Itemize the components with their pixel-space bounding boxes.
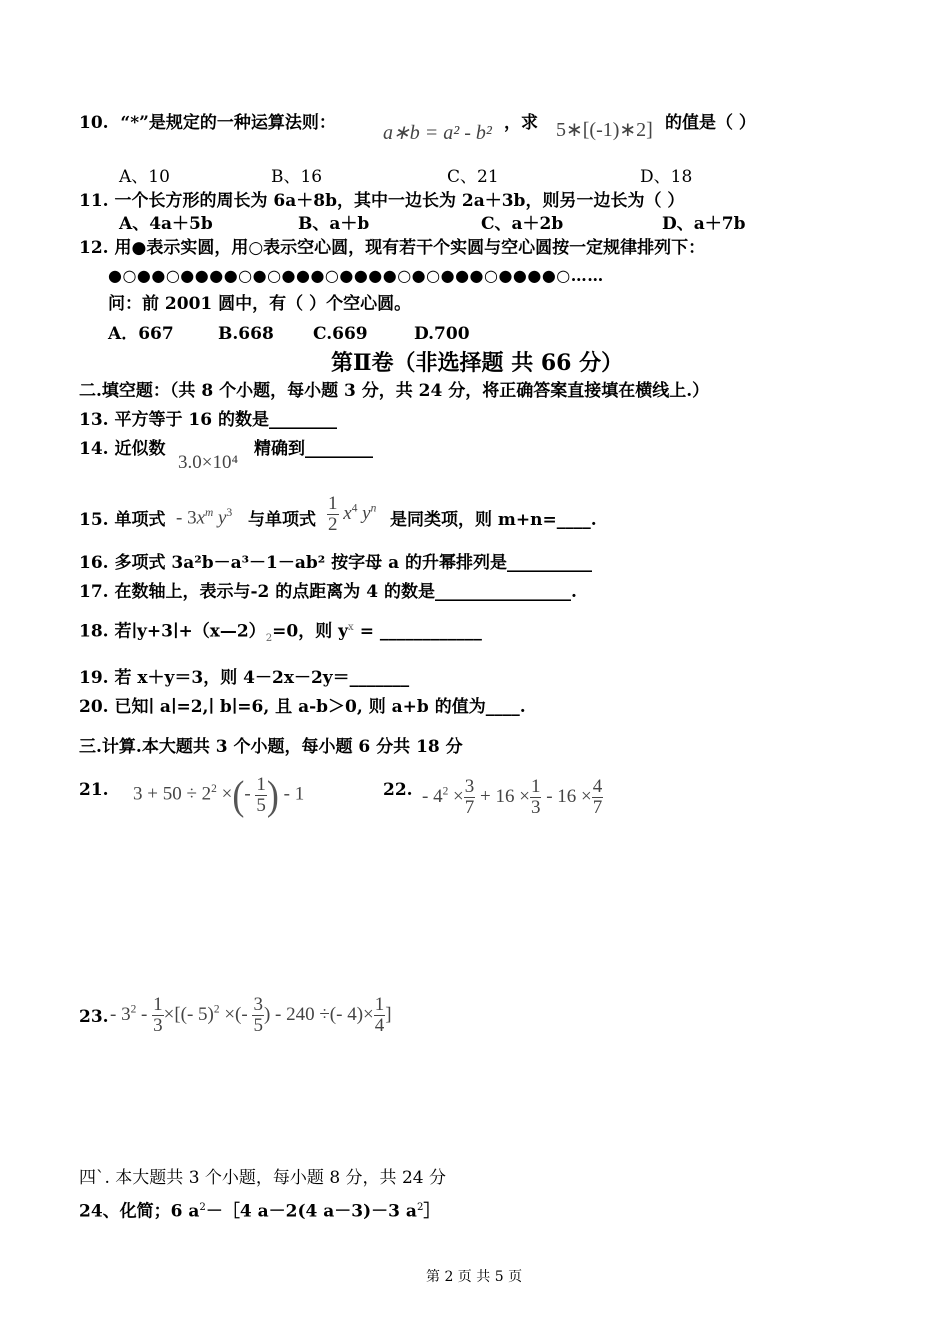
- q10-number: 10.: [79, 113, 109, 133]
- q10-line: [79, 112, 336, 134]
- q24-text-c: －［4 a－2(4 a－3)－3 a: [205, 1201, 417, 1222]
- q24-exponent-1: 2: [199, 1202, 206, 1213]
- q11-option-a: A、4a＋5b: [119, 214, 213, 234]
- q18-exponent-2: 2: [265, 633, 273, 645]
- section2-title: 第Ⅱ卷（非选择题 共 66 分）: [331, 350, 624, 376]
- q21-expression: $3 + 50 \div 2^2$ ×(- $\frac{1}{5}$ ) - 1: [133, 772, 305, 818]
- q22-number: 22.: [383, 780, 413, 800]
- q18-text-e: = ____________: [353, 621, 482, 642]
- q10-text-c: 的值是（ ）: [665, 113, 756, 133]
- q24-exponent-2: 2: [416, 1202, 424, 1213]
- q18-line: [79, 617, 482, 650]
- q10-text-b: ，求: [504, 113, 538, 133]
- q11-text: 11. 一个长方形的周长为 6a＋8b，其中一边长为 2a＋3b，则另一边长为（ ）: [79, 191, 685, 211]
- q10-option-b: B、16: [271, 167, 323, 187]
- q10-option-c: C、21: [447, 167, 499, 187]
- q22-expression: - $4^2$ × $\frac{3}{7}$ + 16 × $\frac{1}{3}$ - 16 × $\frac{4}{7}$: [422, 776, 603, 818]
- q15-text-c: 是同类项，则 m+n=____.: [390, 510, 597, 530]
- q14-text-a: 14. 近似数: [79, 439, 166, 459]
- q11-option-c: C、a＋2b: [481, 214, 564, 234]
- q15-monomial-1: - $3x^m$ $y^3$: [176, 507, 233, 529]
- q20-line: 20. 已知∣ a∣=2,∣ b∣=6, 且 a-b＞0, 则 a+b 的值为____.: [79, 697, 526, 717]
- q10-option-d: D、18: [640, 167, 693, 187]
- q13-line: 13. 平方等于 16 的数是________: [79, 410, 337, 430]
- q10-formula: a∗b = a² - b²: [383, 122, 492, 144]
- q18-text-c: =0，则 y: [272, 621, 349, 642]
- q15-monomial-2: $\frac{1}{2}$ $x^4$ $y^n$: [328, 493, 377, 535]
- section2-intro: 二.填空题：（共 8 个小题，每小题 3 分，共 24 分，将正确答案直接填在横线上.）: [79, 381, 710, 401]
- q21-number: 21.: [79, 780, 109, 800]
- q11-option-d: D、a＋7b: [662, 214, 746, 234]
- q10-option-a: A、10: [119, 167, 170, 187]
- q17-line: 17. 在数轴上，表示与-2 的点距离为 4 的数是________________.: [79, 582, 577, 602]
- page-footer: 第 2 页 共 5 页: [426, 1269, 523, 1285]
- q12-question: 问：前 2001 圆中，有（ ）个空心圆。: [108, 294, 412, 314]
- q10-text-a: “*”是规定的一种运算法则：: [120, 113, 336, 133]
- q24-text-e: ］: [423, 1201, 441, 1222]
- q11-option-b: B、a＋b: [298, 214, 370, 234]
- q12-option-a: A．667: [108, 324, 174, 344]
- q16-line: 16. 多项式 3a²b－a³－1－ab² 按字母 a 的升幂排列是__________: [79, 553, 592, 573]
- q10-expr: 5∗[(-1)∗2]: [556, 119, 653, 141]
- q23-number: 23.: [79, 1007, 109, 1027]
- q23-expression: - $3^2$ - $\frac{1}{3}$ ×[(- 5)$^2$ ×(- $\frac{3}{5}$ ) - 240 ÷(- 4)× $\frac{1}{4}$ ]: [110, 994, 392, 1036]
- q12-option-d: D.700: [414, 324, 470, 344]
- q24-text-a: 24、化简；6 a: [79, 1201, 200, 1222]
- q15-text-a: 15. 单项式: [79, 510, 166, 530]
- section4-title: 四`. 本大题共 3 个小题，每小题 8 分，共 24 分: [79, 1168, 446, 1188]
- section3-title: 三.计算.本大题共 3 个小题，每小题 6 分共 18 分: [79, 737, 463, 757]
- q18-text-a: 18. 若∣y+3∣+（x—2）: [79, 621, 266, 642]
- q12-option-c: C.669: [313, 324, 368, 344]
- q14-text-b: 精确到________: [254, 439, 373, 459]
- q18-exponent-x: x: [348, 622, 354, 633]
- q15-text-b: 与单项式: [248, 510, 316, 530]
- q14-math: 3.0×10⁴: [178, 452, 239, 473]
- q12-text: 12. 用●表示实圆，用○表示空心圆，现有若干个实圆与空心圆按一定规律排列下：: [79, 238, 706, 258]
- q12-option-b: B.668: [218, 324, 274, 344]
- q24-line: [79, 1197, 440, 1223]
- q19-line: 19. 若 x＋y＝3，则 4－2x－2y＝_______: [79, 668, 410, 688]
- q12-pattern: ●○●●○●●●●○●○●●●○●●●●○●○●●●○●●●●○……: [108, 266, 604, 285]
